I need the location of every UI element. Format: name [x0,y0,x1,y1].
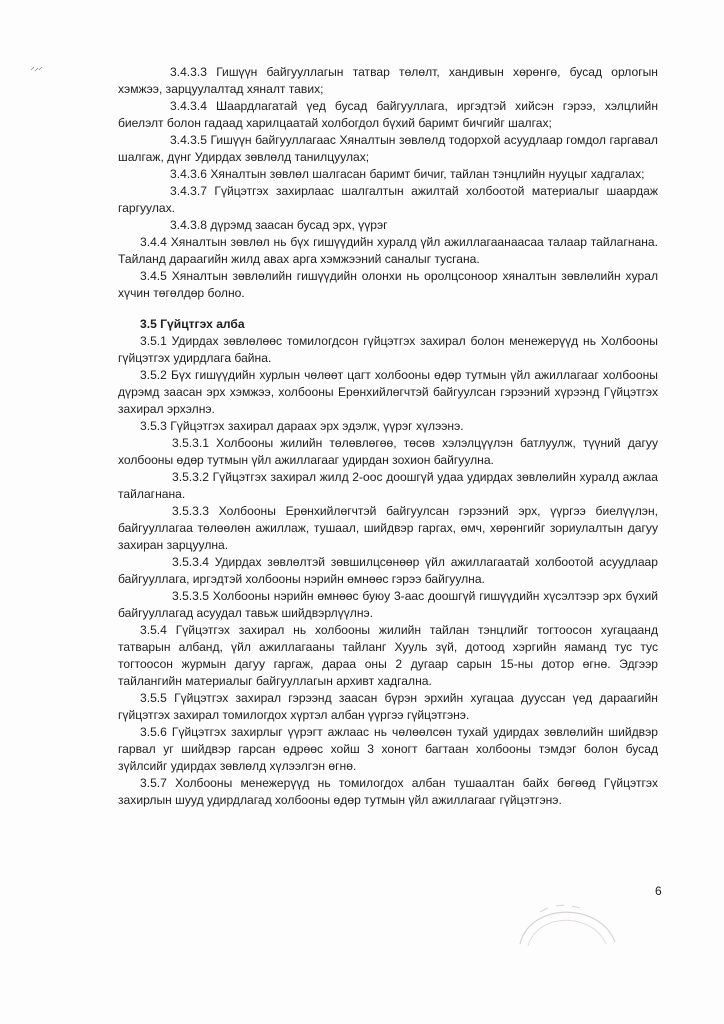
paragraph-3-5-3-3: 3.5.3.3 Холбооны Ерөнхийлөгчтэй байгуулсан гэрээний эрх, үүргээ биелүүлэн, байгууллагаа төлөөлөн ажиллаж, тушаал, шийдвэр гаргах, өмч, хөрөнгийг зориулалтын дагуу захиран зарцуулна. [118,504,658,552]
paragraph-3-4-3-5: 3.4.3.5 Гишүүн байгууллагаас Хяналтын зөвлөлд тодорхой асуудлаар гомдол гаргавал шалгаж, дүнг Удирдах зөвлөлд танилцуулах; [118,133,658,164]
paragraph-3-4-3-7: 3.4.3.7 Гүйцэтгэх захирлаас шалгалтын ажилтай холбоотой материалыг шаардаж гаргуулах. [118,184,658,215]
paragraph-3-5-7: 3.5.7 Холбооны менежерүүд нь томилогдох албан тушаалтан байх бөгөөд Гүйцэтгэх захирлын шууд удирдлагад холбооны өдөр тутмын үйл ажиллагааг гүйцэтгэнэ. [118,776,658,807]
paragraph-3-5-6: 3.5.6 Гүйцэтгэх захирлыг үүрэгт ажлаас нь чөлөөлсөн тухай удирдах зөвлөлийн шийдвэр гарвал уг шийдвэр гарсан өдрөөс хойш 3 хоногт багтаан холбооны тэмдэг болон бусад зүйлсийг удирдах зөвлөлд хүлээлгэн өгнө. [118,725,658,773]
paragraph-3-5-5: 3.5.5 Гүйцэтгэх захирал гэрээнд заасан бүрэн эрхийн хугацаа дууссан үед дараагийн гүйцэтгэх захирал томилогдох хүртэл албан үүргээ гүйцэтгэнэ. [118,691,658,722]
paragraph-3-5-3-5: 3.5.3.5 Холбооны нэрийн өмнөөс буюу 3-аас доошгүй гишүүдийн хүсэлтээр эрх бүхий байгууллагад асуудал тавьж шийдвэрлүүлнэ. [118,589,658,620]
page-number: 6 [655,884,662,898]
paragraph-3-5-3-4: 3.5.3.4 Удирдах зөвлөлтэй зөвшилцсөнөөр үйл ажиллагаатай холбоотой асуудлаар байгууллага, иргэдтэй холбооны нэрийн өмнөөс гэрээ байгуулна. [118,555,658,586]
paragraph-3-5-3: 3.5.3 Гүйцэтгэх захирал дараах эрх эдэлж, үүрэг хүлээнэ. [140,419,464,433]
paragraph-3-4-3-6: 3.4.3.6 Хяналтын зөвлөл шалгасан баримт бичиг, тайлан тэнцлийн нууцыг хадгалах; [170,167,645,181]
paragraph-3-4-4: 3.4.4 Хяналтын зөвлөл нь бүх гишүүдийн хуралд үйл ажиллагаанаасаа талаар тайлагнана. Тайланд дараагийн жилд авах арга хэмжээний саналыг тусгана. [118,235,658,266]
paragraph-3-4-5: 3.4.5 Хяналтын зөвлөлийн гишүүдийн олонхи нь оролцсоноор хяналтын зөвлөлийн хурал хүчин төгөлдөр болно. [118,269,658,300]
margin-scribble-mark [30,64,44,74]
paragraph-3-4-3-8: 3.4.3.8 дүрэмд заасан бусад эрх, үүрэг [170,218,388,232]
paragraph-3-5-2: 3.5.2 Бүх гишүүдийн хурлын чөлөөт цагт холбооны өдөр тутмын үйл ажиллагааг холбооны дүрэмд заасан эрх хэмжээ, холбооны Ерөнхийлөгчтэй байгуулсан гэрээний хүрээнд Гүйцэтгэх захирал эрхэлнэ. [118,368,658,416]
section-heading-3-5: 3.5 Гүйцтгэх алба [140,317,245,331]
paragraph-3-5-3-2: 3.5.3.2 Гүйцэтгэх захирал жилд 2-оос доошгүй удаа удирдах зөвлөлийн хуралд ажлаа тайлагнана. [118,470,658,501]
faint-seal-stamp [500,882,630,952]
document-body [118,64,658,809]
paragraph-3-4-3-3: 3.4.3.3 Гишүүн байгууллагын татвар төлөлт, хандивын хөрөнгө, бусад орлогын хэмжээ, зарцуулалтад хяналт тавих; [118,65,658,96]
paragraph-3-5-4: 3.5.4 Гүйцэтгэх захирал нь холбооны жилийн тайлан тэнцлийг тогтоосон хугацаанд татварын албанд, үйл ажиллагааны тайланг Хууль зүй, дотоод хэргийн яаманд тус тус тогтоосон журмын дагуу гаргаж, дараа оны 2 дугаар сарын 15-ны дотор өгнө. Эдгээр тайлангийн материалыг байгууллагын архивт хадгална. [118,623,658,688]
paragraph-3-4-3-4: 3.4.3.4 Шаардлагатай үед бусад байгууллага, иргэдтэй хийсэн гэрээ, хэлцлийн биелэлт болон гадаад харилцаатай холбогдол бүхий баримт бичгийг шалгах; [118,99,658,130]
paragraph-3-5-1: 3.5.1 Удирдах зөвлөлөөс томилогдсон гүйцэтгэх захирал болон менежерүүд нь Холбооны гүйцэтгэх удирдлага байна. [118,334,658,365]
paragraph-3-5-3-1: 3.5.3.1 Холбооны жилийн төлөвлөгөө, төсөв хэлэлцүүлэн батлуулж, түүний дагуу холбооны өдөр тутмын үйл ажиллагааг удирдан зохион байгуулна. [118,436,658,467]
